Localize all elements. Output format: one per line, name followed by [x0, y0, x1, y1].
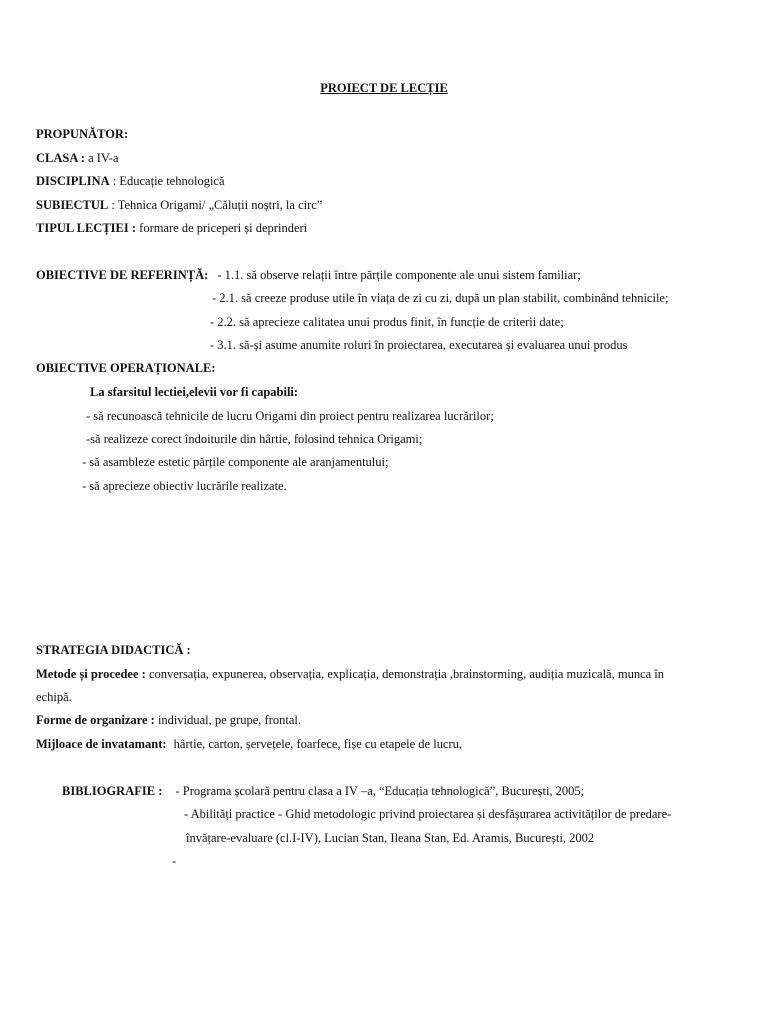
obiective-referinta-item: - 2.1. să creeze produse utile în viața de zi cu zi, după un plan stabilit, combinând tehnicile;	[212, 291, 669, 305]
metode-label: Metode și procedee :	[36, 667, 146, 681]
metode-cont: echipă.	[36, 690, 72, 704]
disciplina-label: DISCIPLINA	[36, 174, 110, 188]
page-title: PROIECT DE LECȚIE	[320, 81, 448, 95]
bibliografie-item: - Programa școlară pentru clasa a IV –a, “Educația tehnologică”, București, 2005;	[175, 784, 585, 798]
obiective-operationale-item: - să recunoască tehnicile de lucru Origami din proiect pentru realizarea lucrărilor;	[86, 409, 494, 423]
disciplina-row	[36, 173, 225, 189]
obiective-referinta-item: - 1.1. să observe relații între părțile componente ale unui sistem familiar;	[217, 268, 581, 282]
obiective-operationale-item: -să realizeze corect îndoiturile din hârtie, folosind tehnica Origami;	[86, 432, 423, 446]
tipul-row	[36, 220, 307, 236]
strategia-label: STRATEGIA DIDACTICĂ :	[36, 643, 191, 657]
clasa-label: CLASA :	[36, 151, 85, 165]
forme-label: Forme de organizare :	[36, 713, 155, 727]
obiective-operationale-label: OBIECTIVE OPERAȚIONALE:	[36, 361, 216, 375]
obiective-operationale-item: - să asambleze estetic părțile componente ale aranjamentului;	[82, 455, 389, 469]
bibliografie-label: BIBLIOGRAFIE :	[62, 784, 163, 798]
obiective-referinta-row	[36, 267, 581, 283]
subiectul-row	[36, 197, 322, 213]
propunator-label: PROPUNĂTOR:	[36, 127, 129, 141]
subiectul-value: : Tehnica Origami/ „Căluții noștri, la circ”	[111, 198, 323, 212]
forme-row	[36, 712, 301, 728]
bibliografie-item: - Abilități practice - Ghid metodologic privind proiectarea și desfășurarea activităților de predare-	[184, 807, 672, 821]
mijloace-row	[36, 736, 462, 752]
clasa-row	[36, 150, 119, 166]
mijloace-label: Mijloace de invatamant:	[36, 737, 167, 751]
bibliografie-item: învățare-evaluare (cl.I-IV), Lucian Stan, Ileana Stan, Ed. Aramis, București, 2002	[186, 831, 595, 845]
subiectul-label: SUBIECTUL	[36, 198, 109, 212]
obiective-referinta-item: - 2.2. să aprecieze calitatea unui produs finit, în funcție de criterii date;	[210, 315, 564, 329]
bibliografie-row	[62, 783, 584, 799]
obiective-referinta-item: - 3.1. să-și asume anumite roluri în proiectarea, executarea și evaluarea unui produs	[210, 338, 628, 352]
disciplina-value: : Educație tehnologică	[112, 174, 225, 188]
bibliografie-item: -	[172, 854, 177, 868]
metode-row	[36, 666, 664, 682]
obiective-referinta-label: OBIECTIVE DE REFERINȚĂ:	[36, 268, 209, 282]
tipul-value: formare de priceperi și deprinderi	[139, 221, 308, 235]
forme-value: individual, pe grupe, frontal.	[157, 713, 301, 727]
clasa-value: a IV-a	[88, 151, 119, 165]
mijloace-value: hârtie, carton, șervețele, foarfece, fișe cu etapele de lucru,	[173, 737, 463, 751]
metode-value: conversația, expunerea, observația, explicația, demonstrația ,brainstorming, audiția muzicală, munca în	[148, 667, 665, 681]
obiective-operationale-item: - să aprecieze obiectiv lucrările realizate.	[82, 479, 287, 493]
tipul-label: TIPUL LECȚIEI :	[36, 221, 137, 235]
obiective-operationale-intro: La sfarsitul lectiei,elevii vor fi capabili:	[90, 385, 299, 399]
